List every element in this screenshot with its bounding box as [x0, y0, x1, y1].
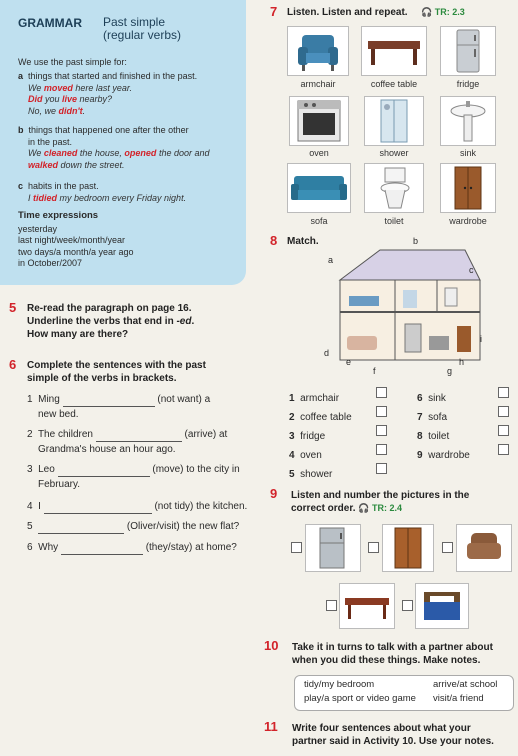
- house-cutaway-illustration: [325, 240, 490, 370]
- grammar-title: GRAMMAR: [18, 16, 82, 30]
- label-wardrobe: wardrobe: [449, 216, 487, 226]
- ex8-item-1: 1 armchair: [289, 393, 340, 404]
- oven-icon: [290, 97, 348, 145]
- ex8-item-2: 2 coffee table: [289, 412, 352, 423]
- ex6-instructions: Complete the sentences with the past simple of the verbs in brackets.: [27, 360, 206, 384]
- label-fridge: fridge: [456, 79, 480, 89]
- label-sink: sink: [459, 148, 476, 158]
- answer-blank[interactable]: [44, 513, 152, 514]
- house-letter-f: f: [373, 366, 376, 376]
- ex5-instructions: Re-read the paragraph on page 16. Underline the verbs that end in -ed. How many are there?: [27, 303, 195, 340]
- ex6-item-5: 5 (Oliver/visit) the new flat?: [27, 521, 240, 532]
- armchair-photo: [456, 524, 512, 572]
- ex8-number: 8: [270, 233, 278, 248]
- wardrobe-icon: [441, 164, 495, 212]
- armchair-icon: [457, 525, 511, 571]
- wardrobe-icon: [383, 525, 433, 571]
- house-letter-b: b: [413, 236, 419, 246]
- house-letter-c: c: [469, 265, 474, 275]
- house-letter-a: a: [328, 255, 334, 265]
- ex8-item-4: 4 oven: [289, 450, 322, 461]
- time-expressions: Time expressions yesterday last night/week/month/year two days/a month/a year ago in October/2007: [18, 210, 134, 268]
- house-letter-e: e: [346, 357, 352, 367]
- ex8-item-3: 3 fridge: [289, 431, 326, 442]
- order-box-4[interactable]: [326, 600, 337, 611]
- answer-box-5[interactable]: [376, 463, 387, 474]
- label-coffee-table: coffee table: [370, 79, 418, 89]
- ex6-item-1: 1 Ming (not want) a new bed.: [27, 394, 211, 420]
- wardrobe-picture: [440, 163, 496, 213]
- answer-box-9[interactable]: [498, 444, 509, 455]
- ex6-item-3: 3 Leo (move) to the city in February.: [27, 464, 240, 490]
- ex9-number: 9: [270, 486, 278, 501]
- house-letter-i: i: [480, 334, 482, 344]
- grammar-subtitle: Past simple (regular verbs): [103, 15, 182, 42]
- ex8-item-6: 6 sink: [417, 393, 446, 404]
- ex8-item-9: 9 wardrobe: [417, 450, 470, 461]
- answer-box-6[interactable]: [498, 387, 509, 398]
- house-letter-g: g: [447, 366, 453, 376]
- house-letter-h: h: [459, 357, 465, 367]
- shower-icon: [365, 97, 423, 145]
- order-box-3[interactable]: [442, 542, 453, 553]
- house-letter-d: d: [324, 348, 330, 358]
- answer-box-2[interactable]: [376, 406, 387, 417]
- house-icon: [325, 240, 490, 370]
- toilet-picture: [364, 163, 424, 213]
- headphones-icon: 🎧: [421, 7, 433, 17]
- answer-blank[interactable]: [61, 554, 143, 555]
- coffee-table-icon: [362, 27, 426, 75]
- label-toilet: toilet: [384, 216, 404, 226]
- fridge-photo: [305, 524, 361, 572]
- toilet-icon: [365, 164, 423, 212]
- ex11-number: 11: [264, 719, 278, 734]
- ex6-item-6: 6 Why (they/stay) at home?: [27, 542, 237, 553]
- label-shower: shower: [379, 148, 409, 158]
- answer-box-8[interactable]: [498, 425, 509, 436]
- answer-box-1[interactable]: [376, 387, 387, 398]
- ex10-number: 10: [264, 638, 279, 653]
- coffee-table-picture: [361, 26, 427, 76]
- ex8-title: Match.: [287, 236, 319, 247]
- prompt-1: tidy/my bedroom: [304, 679, 375, 690]
- prompt-4: visit/a friend: [433, 693, 484, 704]
- shower-picture: [364, 96, 424, 146]
- ex5-number: 5: [9, 300, 17, 315]
- answer-blank[interactable]: [38, 533, 124, 534]
- ex11-instructions: Write four sentences about what your partner said in Activity 10. Use your notes.: [292, 723, 494, 747]
- sofa-icon: [288, 164, 350, 212]
- answer-box-3[interactable]: [376, 425, 387, 436]
- ex10-instructions: Take it in turns to talk with a partner about when you did these things. Make notes.: [292, 642, 493, 666]
- armchair-picture: [287, 26, 349, 76]
- headphones-icon: 🎧: [358, 503, 370, 513]
- bed-icon: [416, 584, 468, 628]
- grammar-item-b: b things that happened one after the other in the past. We cleaned the house, opened the door and walked down the street.: [18, 125, 210, 170]
- armchair-icon: [288, 27, 348, 75]
- ex8-list-left: [289, 389, 352, 484]
- ex7-title: Listen. Listen and repeat.: [287, 7, 408, 18]
- label-sofa: sofa: [310, 216, 328, 226]
- sink-picture: [440, 96, 496, 146]
- answer-box-7[interactable]: [498, 406, 509, 417]
- order-box-5[interactable]: [402, 600, 413, 611]
- answer-box-4[interactable]: [376, 444, 387, 455]
- sofa-picture: [287, 163, 351, 213]
- grammar-item-c: c habits in the past. I tidied my bedroom every Friday night.: [18, 181, 187, 203]
- ex8-item-7: 7 sofa: [417, 412, 448, 423]
- oven-picture: [289, 96, 349, 146]
- ex9-track: 🎧 TR: 2.4: [358, 503, 403, 513]
- label-armchair: armchair: [300, 79, 336, 89]
- bed-photo: [415, 583, 469, 629]
- ex8-list-right: [417, 389, 470, 465]
- fridge-icon: [306, 525, 360, 571]
- ex7-number: 7: [270, 4, 278, 19]
- order-box-1[interactable]: [291, 542, 302, 553]
- ex9-instructions: Listen and number the pictures in the correct order. 🎧 TR: 2.4: [291, 490, 470, 514]
- ex6-item-4: 4 I (not tidy) the kitchen.: [27, 501, 248, 512]
- prompt-2: arrive/at school: [433, 679, 498, 690]
- ex8-item-8: 8 toilet: [417, 431, 450, 442]
- fridge-picture: [440, 26, 496, 76]
- label-oven: oven: [309, 148, 329, 158]
- ex7-track: 🎧 TR: 2.3: [421, 7, 465, 17]
- ex6-number: 6: [9, 357, 17, 372]
- sink-icon: [441, 97, 495, 145]
- ex8-item-5: 5 shower: [289, 469, 333, 480]
- order-box-2[interactable]: [368, 542, 379, 553]
- ex6-item-2: 2 The children (arrive) at Grandma's house an hour ago.: [27, 429, 228, 455]
- fridge-icon: [441, 27, 495, 75]
- prompt-3: play/a sport or video game: [304, 693, 416, 704]
- coffee-table-photo: [339, 583, 395, 629]
- grammar-intro: We use the past simple for:: [18, 57, 127, 67]
- coffee-table-icon: [340, 584, 394, 628]
- wardrobe-photo: [382, 524, 434, 572]
- grammar-item-a: a things that started and finished in the past. We moved here last year. Did you live nearby? No, we didn't.: [18, 71, 198, 116]
